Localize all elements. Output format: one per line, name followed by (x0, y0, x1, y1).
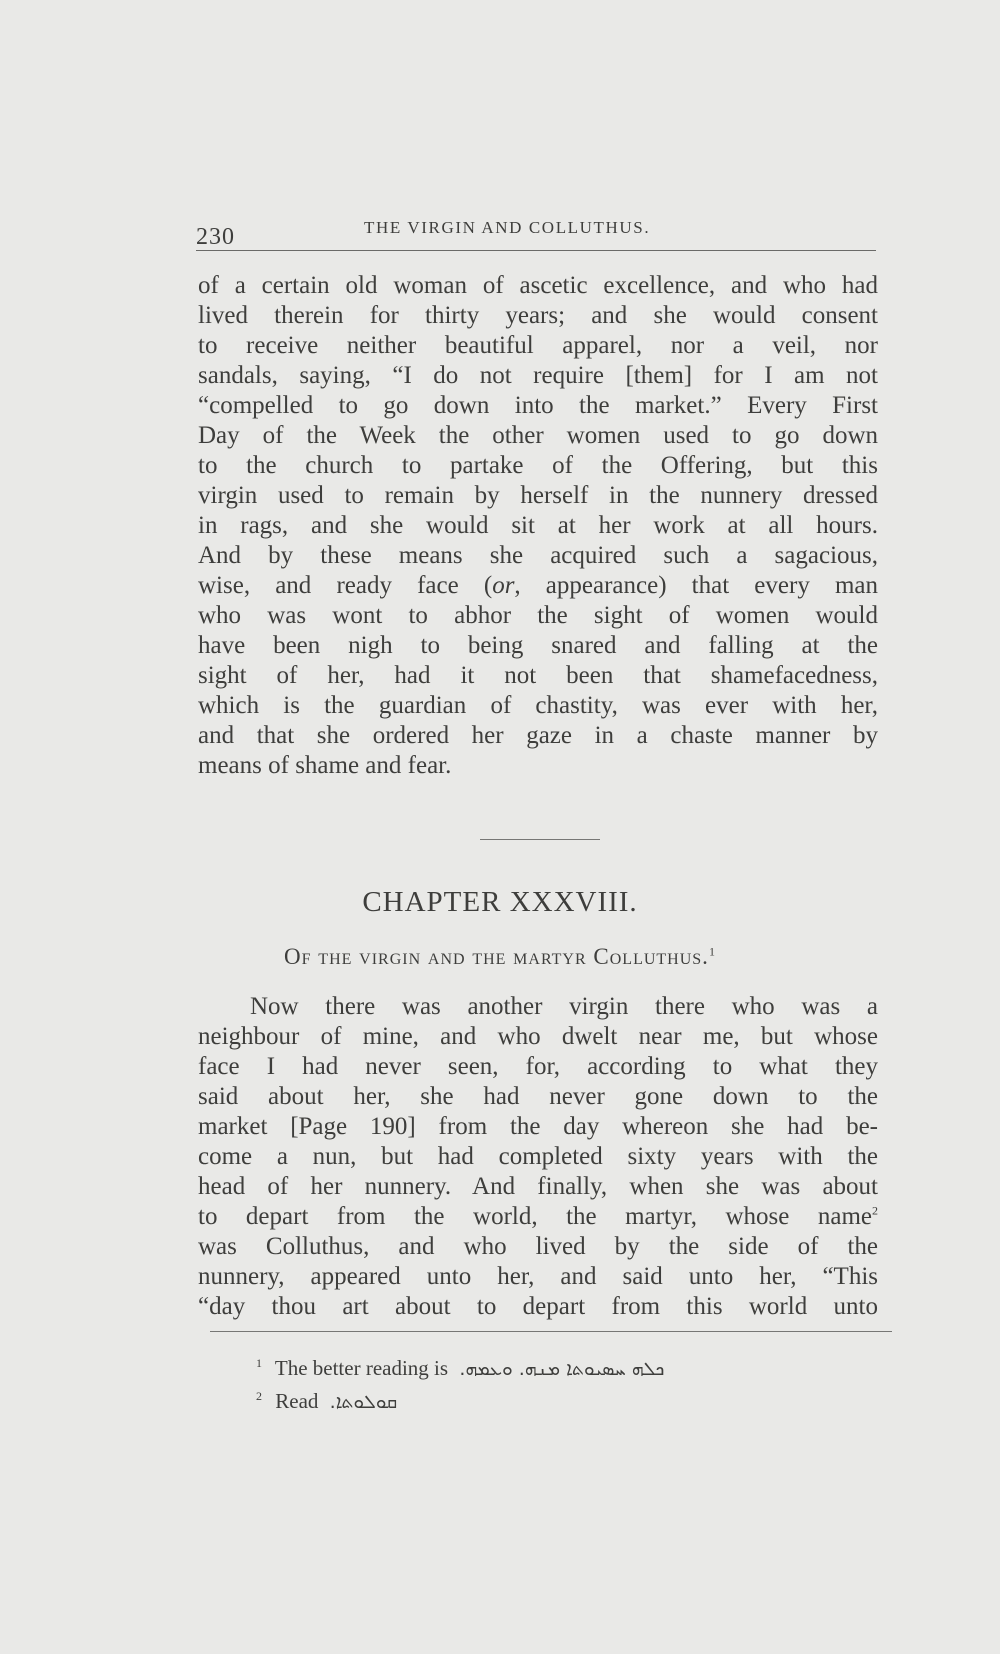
paragraph-continued (198, 271, 878, 781)
text-line: to the church to partake of the Offering, but this (198, 452, 878, 479)
text-line: lived therein for thirty years; and she would consent (198, 302, 878, 329)
text-line: who was wont to abhor the sight of women would (198, 602, 878, 629)
running-title: THE VIRGIN AND COLLUTHUS. (364, 218, 651, 237)
chapter-subtitle-text: Of the virgin and the martyr Colluthus. (284, 944, 709, 969)
text-line: to receive neither beautiful apparel, nor a veil, nor (198, 332, 878, 359)
footnote-text: Read (275, 1389, 319, 1413)
footnote (256, 1385, 664, 1418)
text-line: means of shame and fear. (198, 752, 452, 779)
page-number: 230 (196, 224, 235, 250)
footnote-mark: 1 (708, 944, 716, 959)
footnote (256, 1352, 664, 1385)
text-line: And by these means she acquired such a sagacious, (198, 542, 878, 569)
text-line: Day of the Week the other women used to go down (198, 422, 878, 449)
text-line: neighbour of mine, and who dwelt near me, but whose (198, 1023, 878, 1050)
text-line: sight of her, had it not been that shamefacedness, (198, 662, 878, 689)
text-line: Now there was another virgin there who was a (250, 993, 878, 1020)
text-line: in rags, and she would sit at her work at all hours. (198, 512, 878, 539)
chapter-paragraph (198, 992, 878, 1322)
text-line: virgin used to remain by herself in the nunnery dressed (198, 482, 878, 509)
text-line: which is the guardian of chastity, was ever with her, (198, 692, 878, 719)
italic-or: or (492, 572, 515, 599)
footnote-mark: 2 (872, 1203, 878, 1218)
text-line: market [Page 190] from the day whereon she had be- (198, 1113, 878, 1140)
text-line: said about her, she had never gone down to the (198, 1083, 878, 1110)
text-line: come a nun, but had completed sixty years with the (198, 1143, 878, 1170)
syriac-text: ܩܘܠܘܬܐ. (329, 1391, 398, 1413)
text-line: of a certain old woman of ascetic excellence, and who had (198, 272, 878, 299)
text-line: “day thou art about to depart from this world unto (198, 1293, 878, 1320)
chapter-title: CHAPTER XXXVIII. (362, 886, 638, 918)
syriac-text: ܟܠܗ ܚܣܝܘܬܐ ܡܢܗ. ܘܥܡܗ. (459, 1358, 665, 1380)
footnote-number: 1 (256, 1356, 262, 1370)
running-head (196, 214, 876, 251)
footnote-rule (210, 1331, 892, 1332)
text-line-content: to depart from the world, the martyr, whose name (198, 1203, 872, 1230)
text-line: was Colluthus, and who lived by the side of the (198, 1233, 878, 1260)
footnote-text: The better reading is (274, 1356, 449, 1380)
text-line: “compelled to go down into the market.” Every First (198, 392, 878, 419)
text-line: have been nigh to being snared and falling at the (198, 632, 878, 659)
footnotes (256, 1352, 664, 1418)
footnote-number: 2 (256, 1389, 262, 1403)
text-line: sandals, saying, “I do not require [them] for I am not (198, 362, 878, 389)
text-line (198, 1202, 878, 1232)
text-line: nunnery, appeared unto her, and said unto her, “This (198, 1263, 878, 1290)
text-line: and that she ordered her gaze in a chaste manner by (198, 722, 878, 749)
section-divider (480, 839, 600, 840)
text-line: face I had never seen, for, according to what they (198, 1053, 878, 1080)
text-line: wise, and ready face (or, appearance) that every man (198, 572, 878, 599)
text-line: head of her nunnery. And finally, when she was about (198, 1173, 878, 1200)
chapter-subtitle (0, 944, 1000, 970)
